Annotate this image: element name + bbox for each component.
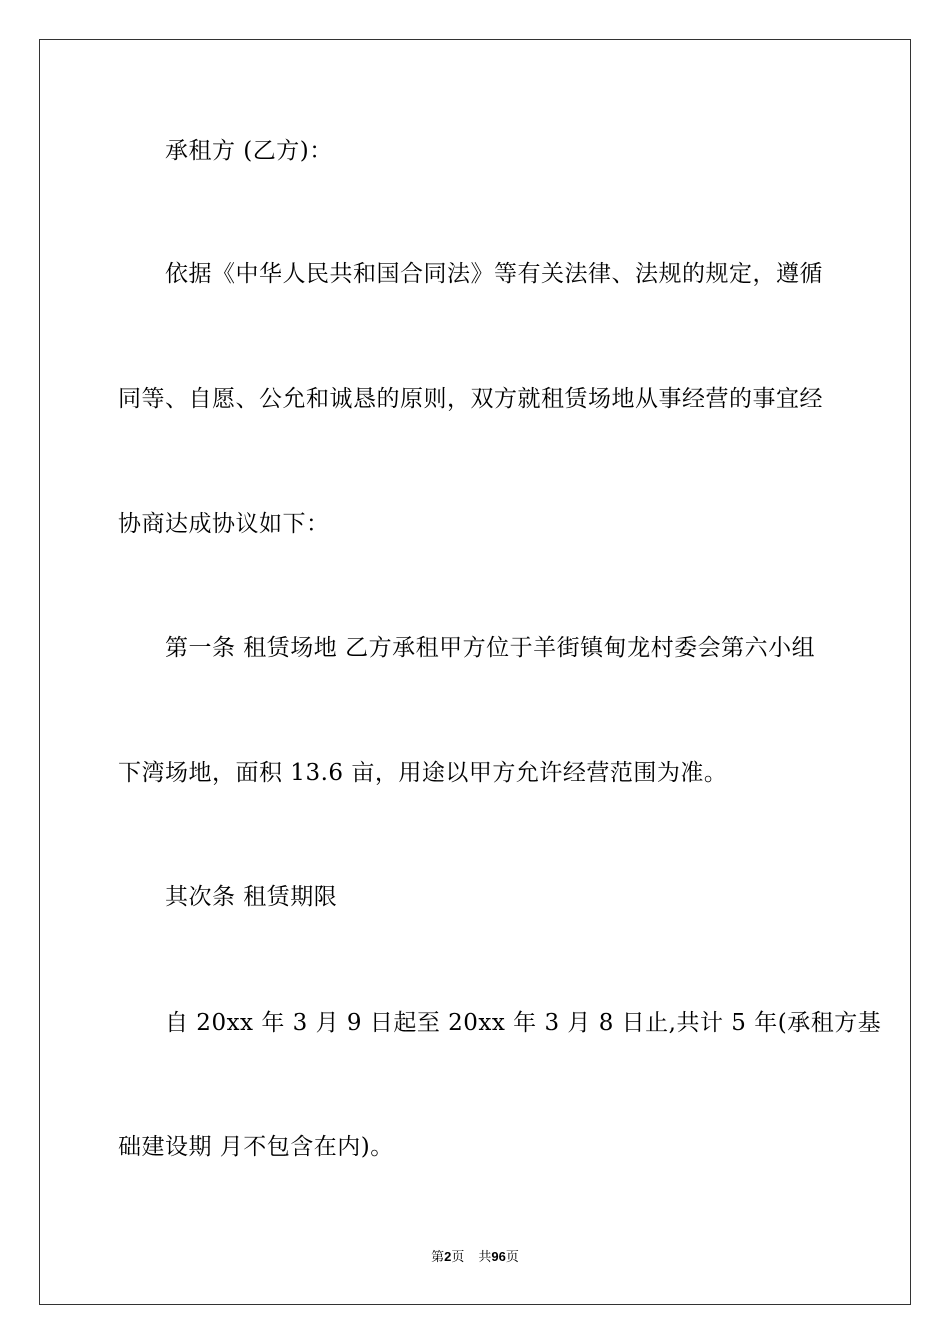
footer-total-prefix: 共 [478,1250,492,1265]
page-footer [0,1248,950,1267]
paragraph-line: 协商达成协议如下： [118,511,330,537]
footer-total-suffix: 页 [505,1250,519,1265]
footer-page-suffix: 页 [451,1250,465,1265]
footer-total-pages: 96 [491,1249,506,1264]
article-one-line: 第一条 租赁场地 乙方承租甲方位于羊街镇甸龙村委会第六小组 [165,635,816,661]
paragraph-line: 依据《中华人民共和国合同法》等有关法律、法规的规定，遵循 [165,261,823,287]
tenant-party-line: 承租方 (乙方)： [165,138,333,164]
paragraph-line: 同等、自愿、公允和诚恳的原则，双方就租赁场地从事经营的事宜经 [118,386,823,412]
footer-page-prefix: 第 [431,1250,445,1265]
page-border [39,39,911,1305]
paragraph-line: 自 20xx 年 3 月 9 日起至 20xx 年 3 月 8 日止,共计 5 年(承租方基 [165,1010,882,1036]
paragraph-line: 础建设期 月不包含在内)。 [118,1134,394,1160]
footer-page-number: 2 [444,1249,452,1264]
article-two-heading: 其次条 租赁期限 [165,884,338,910]
paragraph-line: 下湾场地，面积 13.6 亩，用途以甲方允许经营范围为准。 [118,760,728,786]
